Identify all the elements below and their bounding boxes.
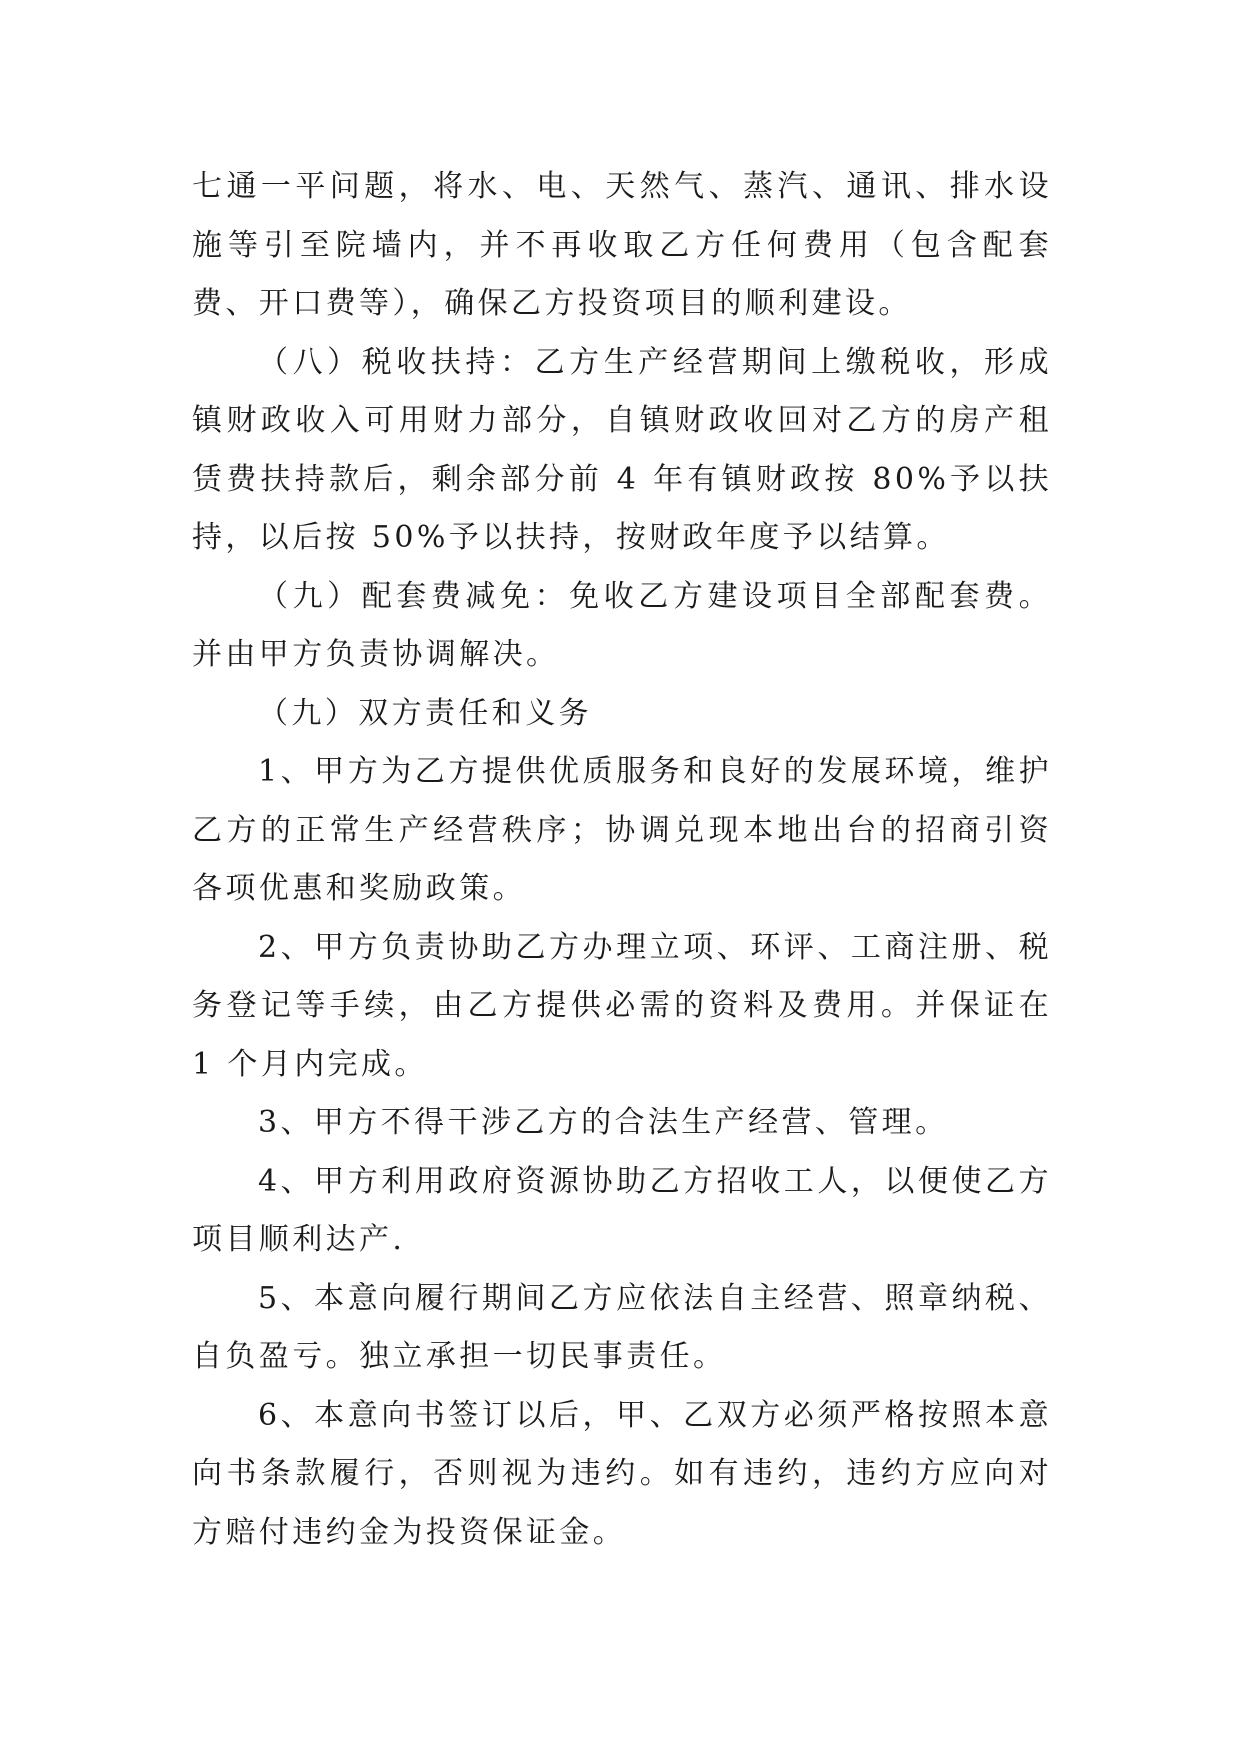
paragraph-item-3: 3、甲方不得干涉乙方的合法生产经营、管理。	[258, 1105, 949, 1140]
paragraph-item-1: 1、甲方为乙方提供优质服务和良好的发展环境，维护乙方的正常生产经营秩序；协调兑现本地出台的招商引资各项优惠和奖励政策。	[192, 754, 1052, 906]
paragraph-fee-waiver: （九）配套费减免：免收乙方建设项目全部配套费。并由甲方负责协调解决。	[192, 578, 1052, 672]
paragraph-item-6: 6、本意向书签订以后，甲、乙双方必须严格按照本意向书条款履行，否则视为违约。如有违约，违约方应向对方赔付违约金为投资保证金。	[192, 1397, 1052, 1550]
document-body	[192, 158, 1052, 1562]
paragraph-item-4: 4、甲方利用政府资源协助乙方招收工人，以便使乙方项目顺利达产.	[192, 1163, 1052, 1257]
paragraph-tax-support: （八）税收扶持：乙方生产经营期间上缴税收，形成镇财政收入可用财力部分，自镇财政收回对乙方的房产租赁费扶持款后，剩余部分前 4 年有镇财政按 80%予以扶持，以后按 50%予以扶持，按财政年度予以结算。	[192, 344, 1052, 555]
paragraph-item-2: 2、甲方负责协助乙方办理立项、环评、工商注册、税务登记等手续，由乙方提供必需的资料及费用。并保证在 1 个月内完成。	[192, 929, 1052, 1082]
section-heading-responsibilities: （九）双方责任和义务	[258, 695, 592, 731]
paragraph-infrastructure: 七通一平问题，将水、电、天然气、蒸汽、通讯、排水设施等引至院墙内，并不再收取乙方任何费用（包含配套费、开口费等），确保乙方投资项目的顺利建设。	[192, 169, 1052, 321]
paragraph-item-5: 5、本意向履行期间乙方应依法自主经营、照章纳税、自负盈亏。独立承担一切民事责任。	[192, 1280, 1052, 1374]
